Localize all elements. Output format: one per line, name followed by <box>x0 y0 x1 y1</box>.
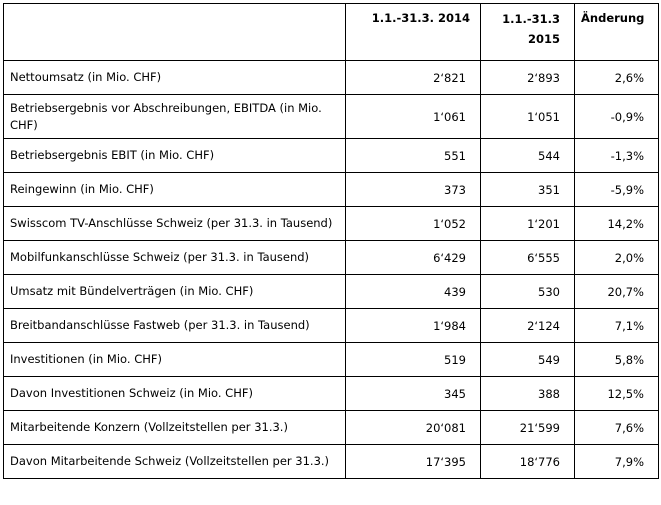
table-row <box>4 343 659 377</box>
row-label: Betriebsergebnis EBIT (in Mio. CHF) <box>4 139 346 173</box>
value-2014: 6‘429 <box>346 241 481 275</box>
header-period-2014: 1.1.-31.3. 2014 <box>346 4 481 61</box>
change-percent: 7,9% <box>575 445 659 479</box>
header-row <box>4 4 659 61</box>
value-2014: 439 <box>346 275 481 309</box>
change-percent: 7,1% <box>575 309 659 343</box>
value-2015: 351 <box>481 173 575 207</box>
table-row <box>4 275 659 309</box>
table-row <box>4 411 659 445</box>
value-2015: 2‘124 <box>481 309 575 343</box>
row-label: Nettoumsatz (in Mio. CHF) <box>4 61 346 95</box>
value-2014: 551 <box>346 139 481 173</box>
value-2015: 530 <box>481 275 575 309</box>
change-percent: 20,7% <box>575 275 659 309</box>
value-2014: 2‘821 <box>346 61 481 95</box>
value-2014: 17‘395 <box>346 445 481 479</box>
change-percent: 14,2% <box>575 207 659 241</box>
value-2015: 1‘051 <box>481 95 575 139</box>
value-2015: 2‘893 <box>481 61 575 95</box>
value-2015: 388 <box>481 377 575 411</box>
table-row <box>4 139 659 173</box>
value-2014: 519 <box>346 343 481 377</box>
change-percent: 5,8% <box>575 343 659 377</box>
row-label: Swisscom TV-Anschlüsse Schweiz (per 31.3. in Tausend) <box>4 207 346 241</box>
header-period-2015: 1.1.-31.3 2015 <box>481 4 575 61</box>
change-percent: 2,0% <box>575 241 659 275</box>
table-row <box>4 445 659 479</box>
table-row <box>4 309 659 343</box>
row-label: Breitbandanschlüsse Fastweb (per 31.3. in Tausend) <box>4 309 346 343</box>
change-percent: -0,9% <box>575 95 659 139</box>
header-change: Änderung <box>575 4 659 61</box>
value-2014: 1‘061 <box>346 95 481 139</box>
row-label: Umsatz mit Bündelverträgen (in Mio. CHF) <box>4 275 346 309</box>
row-label: Davon Mitarbeitende Schweiz (Vollzeitstellen per 31.3.) <box>4 445 346 479</box>
row-label: Investitionen (in Mio. CHF) <box>4 343 346 377</box>
value-2014: 1‘984 <box>346 309 481 343</box>
header-empty-cell <box>4 4 346 61</box>
change-percent: -5,9% <box>575 173 659 207</box>
table-row <box>4 207 659 241</box>
value-2015: 21‘599 <box>481 411 575 445</box>
value-2014: 20‘081 <box>346 411 481 445</box>
change-percent: 2,6% <box>575 61 659 95</box>
change-percent: 7,6% <box>575 411 659 445</box>
row-label: Mitarbeitende Konzern (Vollzeitstellen per 31.3.) <box>4 411 346 445</box>
table-row <box>4 377 659 411</box>
table-row <box>4 61 659 95</box>
row-label: Mobilfunkanschlüsse Schweiz (per 31.3. in Tausend) <box>4 241 346 275</box>
change-percent: -1,3% <box>575 139 659 173</box>
table-row <box>4 95 659 139</box>
change-percent: 12,5% <box>575 377 659 411</box>
value-2014: 1‘052 <box>346 207 481 241</box>
value-2015: 18‘776 <box>481 445 575 479</box>
table-body <box>4 61 659 479</box>
table-row <box>4 241 659 275</box>
value-2015: 6‘555 <box>481 241 575 275</box>
value-2014: 345 <box>346 377 481 411</box>
value-2015: 549 <box>481 343 575 377</box>
value-2014: 373 <box>346 173 481 207</box>
row-label: Davon Investitionen Schweiz (in Mio. CHF) <box>4 377 346 411</box>
row-label: Betriebsergebnis vor Abschreibungen, EBITDA (in Mio. CHF) <box>4 95 346 139</box>
financial-summary-table <box>3 3 659 479</box>
value-2015: 544 <box>481 139 575 173</box>
row-label: Reingewinn (in Mio. CHF) <box>4 173 346 207</box>
table-row <box>4 173 659 207</box>
value-2015: 1‘201 <box>481 207 575 241</box>
